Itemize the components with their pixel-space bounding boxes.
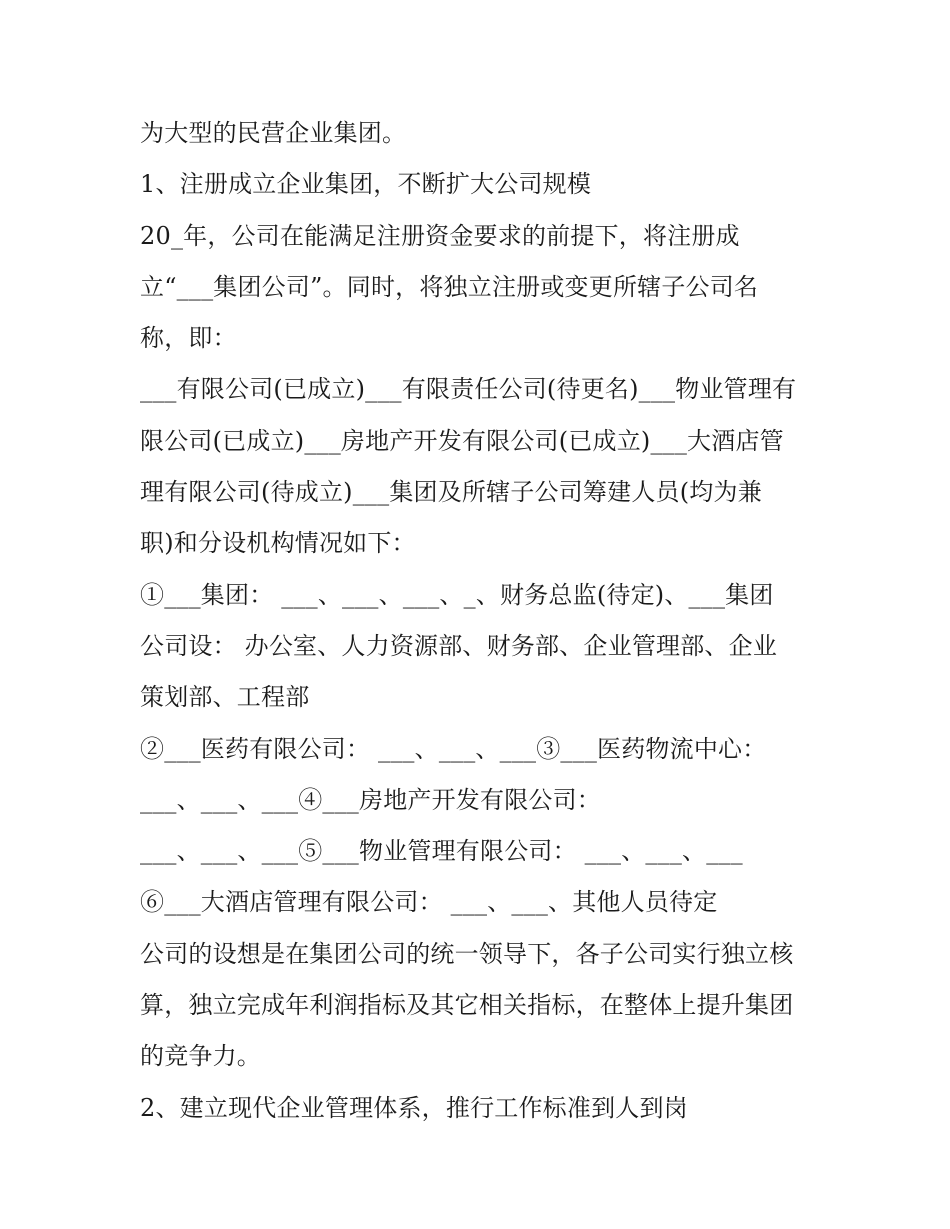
text-line-9: 职)和分设机构情况如下： <box>140 529 416 558</box>
document-body <box>140 108 820 1134</box>
text-line-15: ___、___、___⑤___物业管理有限公司： ___、___、___ <box>140 837 743 866</box>
text-line-4: 立“___集团公司”。同时，将独立注册或变更所辖子公司名 <box>140 272 759 301</box>
text-line-7: 限公司(已成立)___房地产开发有限公司(已成立)___大酒店管 <box>140 426 784 455</box>
text-line-6: ___有限公司(已成立)___有限责任公司(待更名)___物业管理有 <box>140 375 797 404</box>
text-line-17: 公司的设想是在集团公司的统一领导下，各子公司实行独立核 <box>140 939 794 968</box>
text-line-19: 的竞争力。 <box>140 1042 261 1071</box>
text-line-18: 算，独立完成年利润指标及其它相关指标，在整体上提升集团 <box>140 991 794 1020</box>
text-line-8: 理有限公司(待成立)___集团及所辖子公司筹建人员(均为兼 <box>140 478 762 507</box>
section-heading-1: 1、注册成立企业集团，不断扩大公司规模 <box>140 170 592 199</box>
section-heading-2: 2、建立现代企业管理体系，推行工作标准到人到岗 <box>140 1093 688 1122</box>
text-line-13: ②___医药有限公司： ___、___、___③___医药物流中心： <box>140 734 767 763</box>
text-line-1: 为大型的民营企业集团。 <box>140 119 407 147</box>
text-line-14: ___、___、___④___房地产开发有限公司： <box>140 785 601 814</box>
text-line-11: 公司设： 办公室、人力资源部、财务部、企业管理部、企业 <box>140 631 778 660</box>
text-line-10: ①___集团： ___、___、___、_、财务总监(待定)、___集团 <box>140 580 774 609</box>
text-line-3: 20_年，公司在能满足注册资金要求的前提下，将注册成 <box>140 221 740 250</box>
text-line-16: ⑥___大酒店管理有限公司： ___、___、其他人员待定 <box>140 888 718 917</box>
text-line-5: 称，即： <box>140 324 237 353</box>
text-line-12: 策划部、工程部 <box>140 683 310 712</box>
